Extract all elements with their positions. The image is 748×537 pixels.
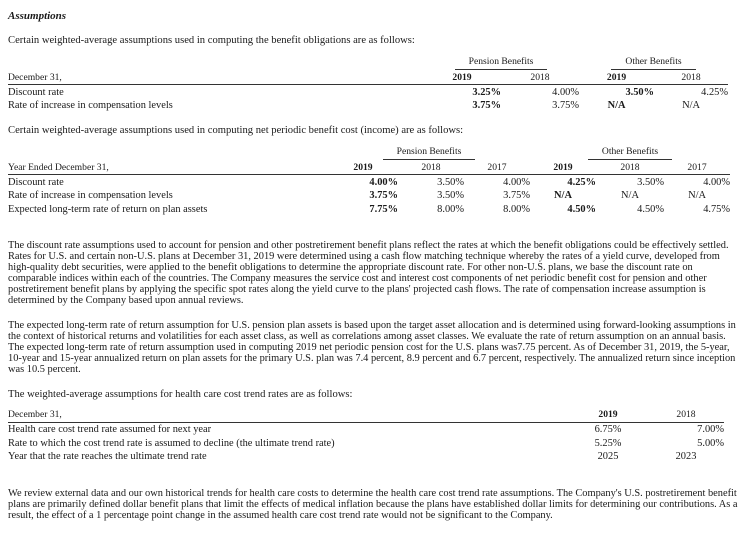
table-row (8, 202, 730, 216)
obligations-table (8, 56, 728, 112)
cell-value: 4.25% (701, 86, 729, 98)
year-header: 2018 (501, 70, 579, 85)
year-header: 2019 (328, 160, 398, 175)
cell-value: 3.50% (437, 176, 464, 188)
discount-rate-paragraph (8, 240, 742, 307)
cell-value: 5.25% (594, 437, 622, 449)
cell-value: 4.75% (703, 203, 731, 215)
cell-value: 3.50% (625, 86, 655, 98)
cell-value: 5.00% (697, 437, 724, 449)
table-row (8, 450, 724, 464)
cell-value: 2025 (597, 451, 619, 462)
row-label: Year that the rate reaches the ultimate trend rate (8, 451, 207, 462)
row-label: Rate of increase in compensation levels (8, 100, 173, 112)
periodic-cost-intro: Certain weighted-average assumptions used in computing net periodic benefit cost (income) are as follows: (8, 125, 464, 136)
year-header: 2018 (398, 160, 464, 175)
cell-value: 4.25% (567, 176, 596, 188)
table-header-row (8, 407, 724, 422)
year-header: 2019 (530, 160, 596, 175)
obligations-intro: Certain weighted-average assumptions used in computing the benefit obligations are as follows: (8, 35, 415, 46)
periodic-cost-table (8, 146, 730, 216)
cell-value: 8.00% (503, 203, 530, 215)
year-header: 2019 (423, 70, 501, 85)
section-heading: Assumptions (8, 10, 67, 22)
cell-value: 4.00% (552, 86, 580, 98)
year-header: 2018 (648, 407, 724, 422)
cell-value: N/A (554, 190, 572, 202)
cell-value: 4.50% (567, 203, 596, 215)
year-header: 2019 (568, 407, 648, 422)
expected-return-paragraph (8, 320, 742, 375)
paragraph-text: We review external data and our own historical trends for health care costs to determine the health care cost trend rate assumptions. The Company's U.S. postretirement benefit plans are primarily defined dollar benefit plans that limit the effects of medical inflation because the plans have established dollar limits for determining our contributions. As a result, the effect of a 1 percentage point change in the assumed health care cost trend rate would not be significant to the Company. (8, 488, 738, 522)
table-header-row (8, 160, 730, 175)
year-header: 2019 (579, 70, 654, 85)
year-header: 2018 (596, 160, 664, 175)
header-label: Year Ended December 31, (8, 160, 328, 175)
table-row (8, 175, 730, 189)
table-header-row (8, 70, 728, 85)
cell-value: 7.00% (697, 424, 724, 435)
cell-value: N/A (682, 100, 700, 112)
year-header: 2018 (654, 70, 728, 85)
cell-value: N/A (688, 190, 706, 202)
row-label: Expected long-term rate of return on plan assets (8, 203, 208, 215)
row-label: Discount rate (8, 176, 64, 188)
cell-value: 6.75% (594, 424, 622, 435)
cell-value: 3.50% (637, 176, 664, 188)
cell-value: 3.75% (472, 100, 501, 112)
cell-value: 4.00% (703, 176, 731, 188)
cell-value: 2023 (675, 451, 697, 462)
table-row (8, 85, 728, 99)
cell-value: 3.75% (369, 190, 398, 202)
header-label: December 31, (8, 70, 423, 85)
health-care-table (8, 407, 724, 463)
cell-value: 4.00% (369, 176, 398, 188)
row-label: Discount rate (8, 86, 64, 98)
cell-value: 4.00% (503, 176, 530, 188)
header-label: December 31, (8, 407, 568, 422)
year-header: 2017 (664, 160, 730, 175)
table-row (8, 436, 724, 450)
cell-value: 3.75% (552, 100, 580, 112)
cell-value: 7.75% (369, 203, 398, 215)
row-label: Health care cost trend rate assumed for next year (8, 424, 212, 435)
row-label: Rate to which the cost trend rate is assumed to decline (the ultimate trend rate) (8, 437, 335, 449)
paragraph-text: The discount rate assumptions used to account for pension and other postretirement benefit plans reflect the rates at which the benefit obligations could be effectively settled. Rates for U.S. and certain non-U.S. plans at December 31, 2019 were determined using a cash flow matching technique whereby the rates of a yield curve, developed from high-quality debt securities, were applied to the benefit obligations to determine the appropriate discount rate. For other non-U.S. plans, we base the discount rate on comparable indices within each of the countries. The Company measures the service cost and interest cost components of net periodic benefit cost for pension and other postretirement benefit plans by applying the specific spot rates along the yield curve to the plans' projected cash flows. The rate of compensation increase assumption is determined by the Company based upon annual reviews. (8, 240, 729, 307)
cell-value: 3.75% (503, 190, 530, 202)
row-label: Rate of increase in compensation levels (8, 190, 173, 202)
cell-value: 3.50% (437, 190, 464, 202)
pension-benefits-group-header: Pension Benefits (383, 146, 476, 160)
closing-paragraph (8, 488, 742, 521)
cell-value: 4.50% (637, 203, 664, 215)
cell-value: N/A (607, 100, 626, 112)
pension-benefits-group-header: Pension Benefits (455, 56, 548, 70)
cell-value: N/A (621, 190, 639, 202)
paragraph-text: The expected long-term rate of return assumption for U.S. pension plan assets is based upon the target asset allocation and is determined using forward-looking assumptions in the context of historical returns and volatilities for each asset class, as well as correlations among asset classes. We evaluate the rate of return assumption on an annual basis. The expected long-term rate of return assumption used in computing 2019 net periodic pension cost for the U.S. plans was7.75 percent. As of December 31, 2019, the 5-year, 10-year and 15-year annualized return on plan assets for the primary U.S. plan was 7.4 percent, 8.9 percent and 6.7 percent, respectively. The annualized return since inception was 10.5 percent. (8, 320, 736, 376)
health-care-intro: The weighted-average assumptions for health care cost trend rates are as follows: (8, 389, 353, 400)
cell-value: 3.25% (472, 86, 501, 98)
table-row (8, 99, 728, 113)
table-row (8, 422, 724, 436)
cell-value: 8.00% (437, 203, 464, 215)
other-benefits-group-header: Other Benefits (588, 146, 672, 160)
table-row (8, 189, 730, 203)
other-benefits-group-header: Other Benefits (611, 56, 695, 70)
year-header: 2017 (464, 160, 530, 175)
